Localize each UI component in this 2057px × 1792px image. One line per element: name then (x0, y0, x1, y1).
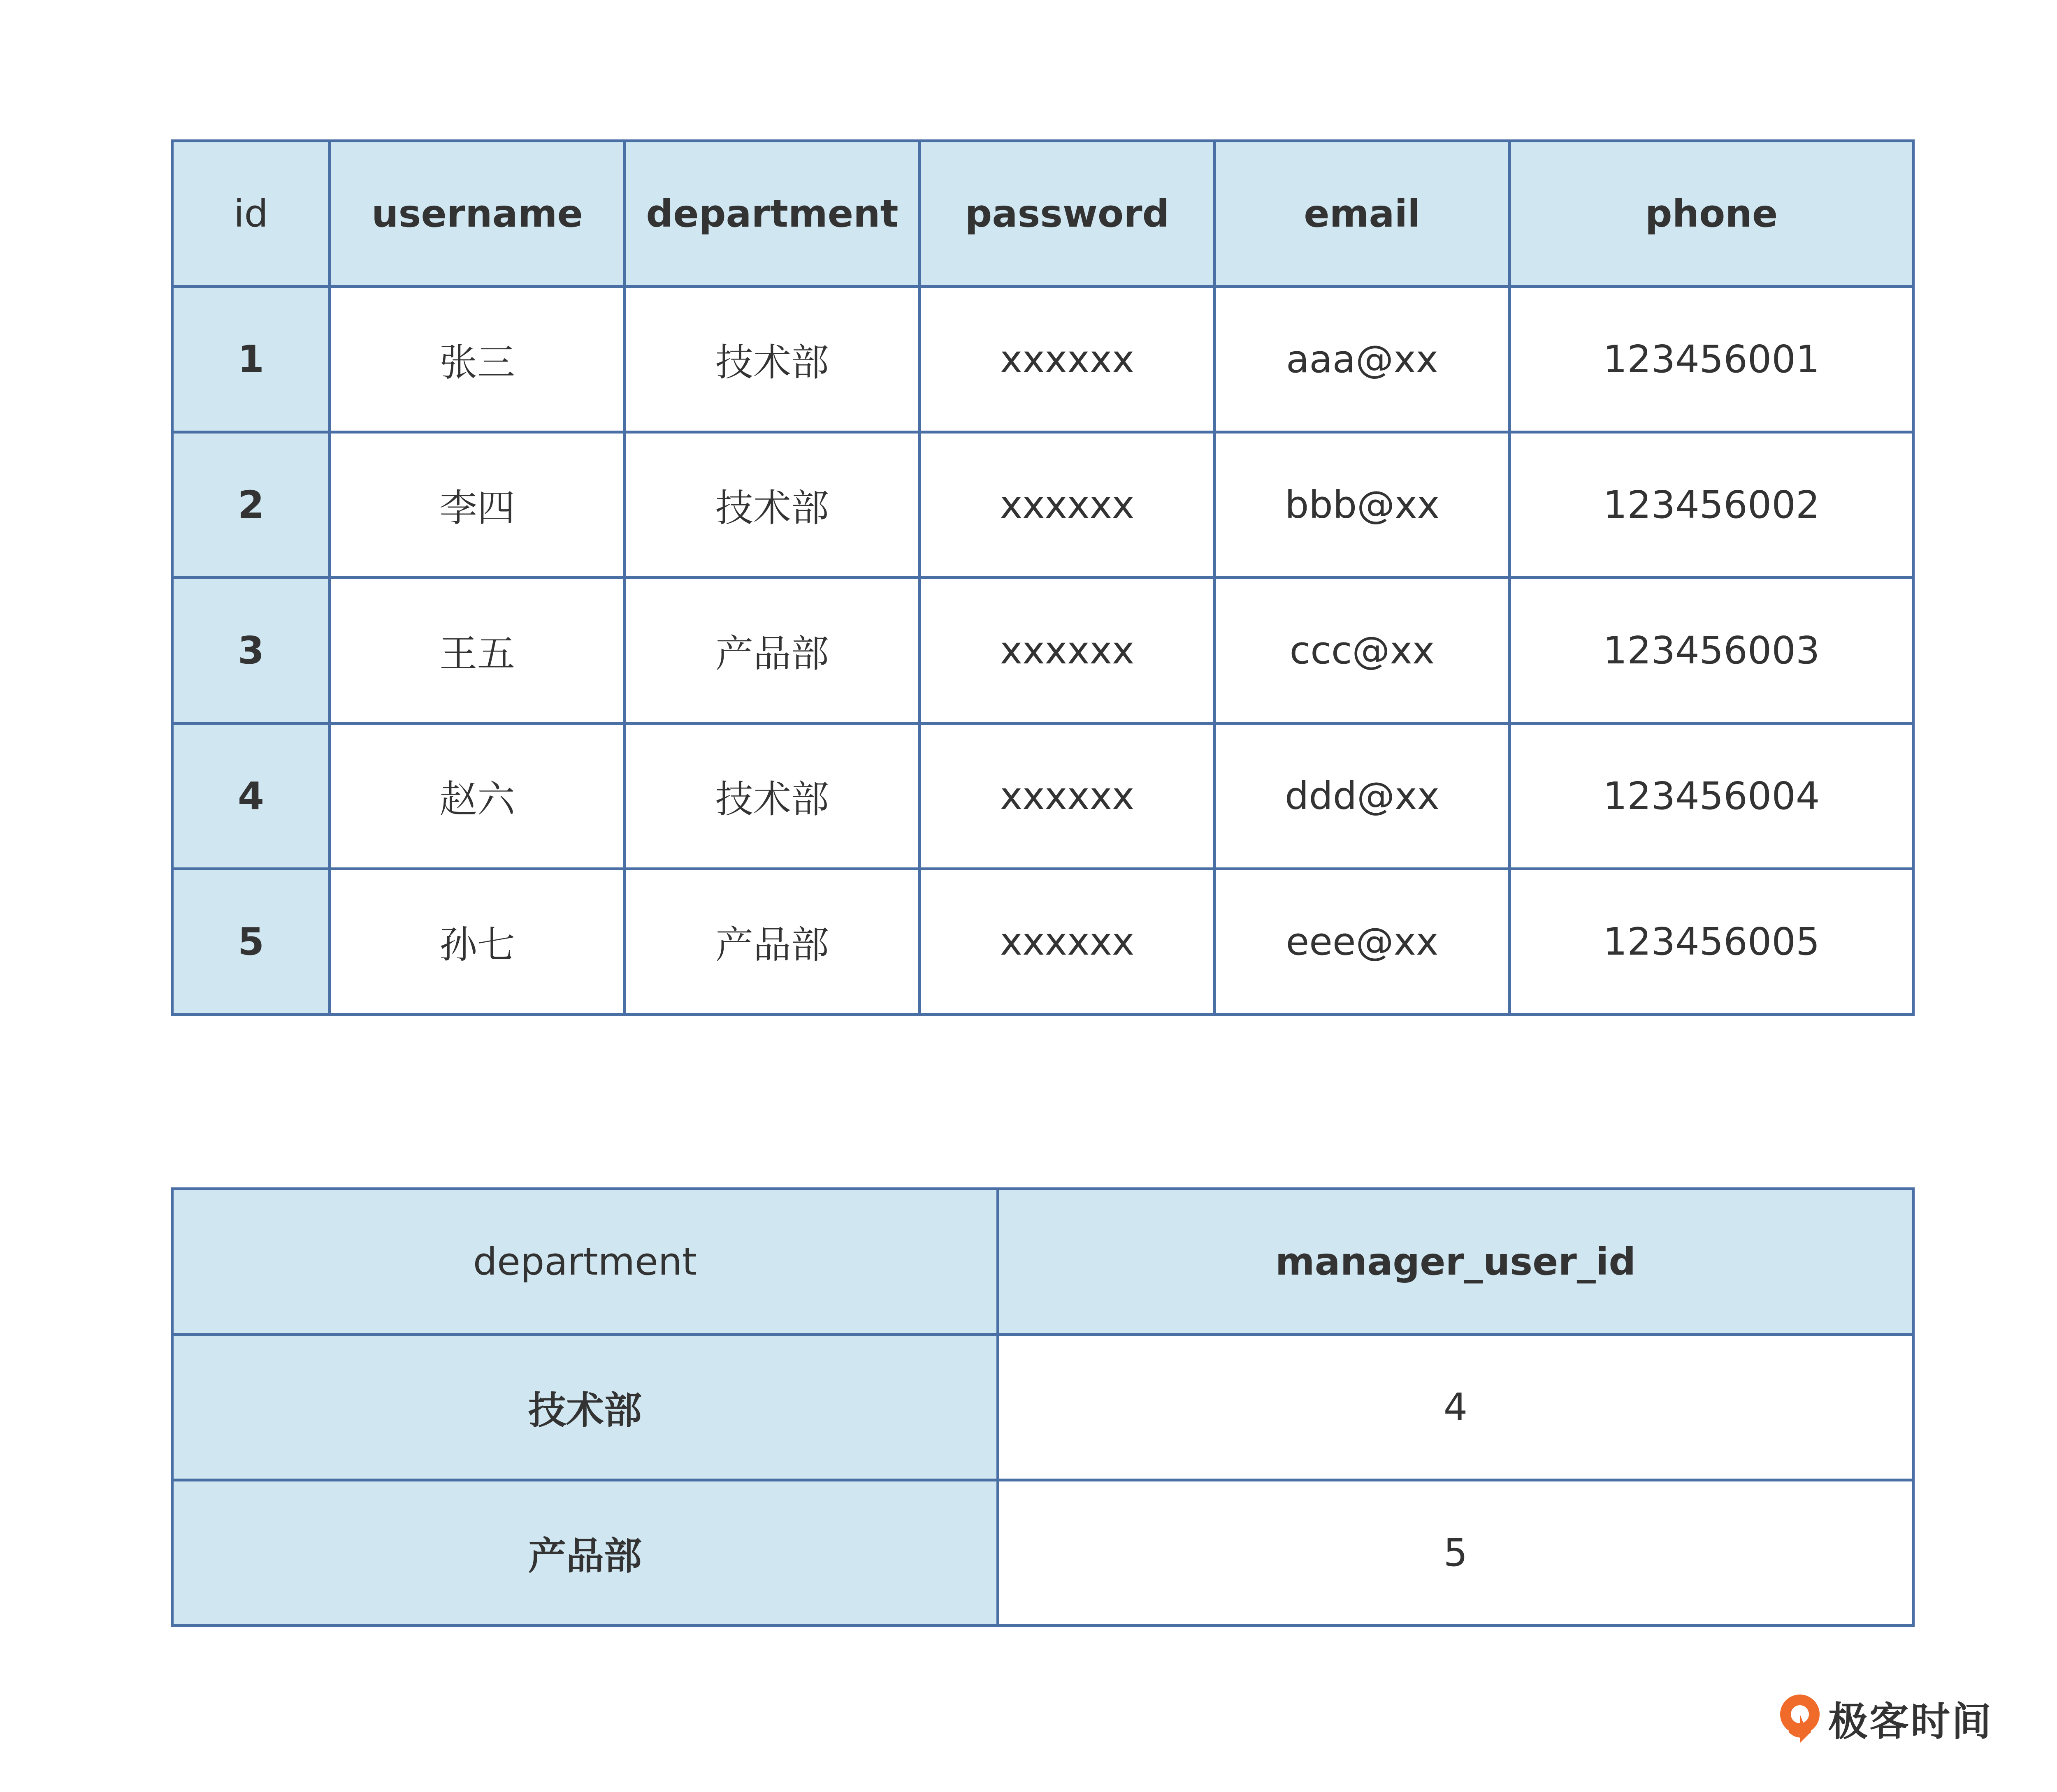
cell-department: 产品部 (172, 1480, 998, 1626)
cell-password: xxxxxx (920, 432, 1215, 578)
geektime-watermark (1777, 1690, 2008, 1747)
users-header-row (172, 141, 1913, 287)
cell-department: 产品部 (625, 869, 920, 1015)
cell-phone: 123456004 (1510, 723, 1913, 869)
geektime-logo-icon (1777, 1692, 1823, 1745)
table-row (172, 1480, 1913, 1626)
table-row (172, 432, 1913, 578)
cell-username: 王五 (330, 578, 625, 723)
cell-username: 孙七 (330, 869, 625, 1015)
header-department: department (625, 141, 920, 287)
cell-password: xxxxxx (920, 578, 1215, 723)
cell-id: 5 (172, 869, 330, 1015)
header-manager-user-id: manager_user_id (998, 1189, 1913, 1335)
table-row (172, 1335, 1913, 1480)
cell-email: aaa@xx (1215, 287, 1510, 432)
cell-id: 3 (172, 578, 330, 723)
watermark-text: 极客时间 (1828, 1698, 1993, 1745)
cell-manager-user-id: 5 (998, 1480, 1913, 1626)
header-id: id (172, 141, 330, 287)
header-department: department (172, 1189, 998, 1335)
cell-id: 2 (172, 432, 330, 578)
cell-username: 李四 (330, 432, 625, 578)
cell-phone: 123456003 (1510, 578, 1913, 723)
header-username: username (330, 141, 625, 287)
cell-department: 技术部 (625, 723, 920, 869)
cell-manager-user-id: 4 (998, 1335, 1913, 1480)
header-phone: phone (1510, 141, 1913, 287)
table-row (172, 869, 1913, 1015)
table-row (172, 723, 1913, 869)
header-password: password (920, 141, 1215, 287)
header-email: email (1215, 141, 1510, 287)
table-row (172, 287, 1913, 432)
users-table (171, 139, 1915, 1016)
cell-phone: 123456002 (1510, 432, 1913, 578)
cell-email: ddd@xx (1215, 723, 1510, 869)
cell-department: 技术部 (625, 287, 920, 432)
department-header-row (172, 1189, 1913, 1335)
cell-id: 4 (172, 723, 330, 869)
cell-password: xxxxxx (920, 287, 1215, 432)
table-row (172, 578, 1913, 723)
cell-username: 张三 (330, 287, 625, 432)
cell-username: 赵六 (330, 723, 625, 869)
cell-phone: 123456001 (1510, 287, 1913, 432)
cell-id: 1 (172, 287, 330, 432)
cell-email: ccc@xx (1215, 578, 1510, 723)
cell-email: bbb@xx (1215, 432, 1510, 578)
cell-password: xxxxxx (920, 723, 1215, 869)
cell-email: eee@xx (1215, 869, 1510, 1015)
department-manager-table (171, 1187, 1915, 1627)
cell-department: 技术部 (172, 1335, 998, 1480)
cell-phone: 123456005 (1510, 869, 1913, 1015)
cell-password: xxxxxx (920, 869, 1215, 1015)
cell-department: 技术部 (625, 432, 920, 578)
cell-department: 产品部 (625, 578, 920, 723)
